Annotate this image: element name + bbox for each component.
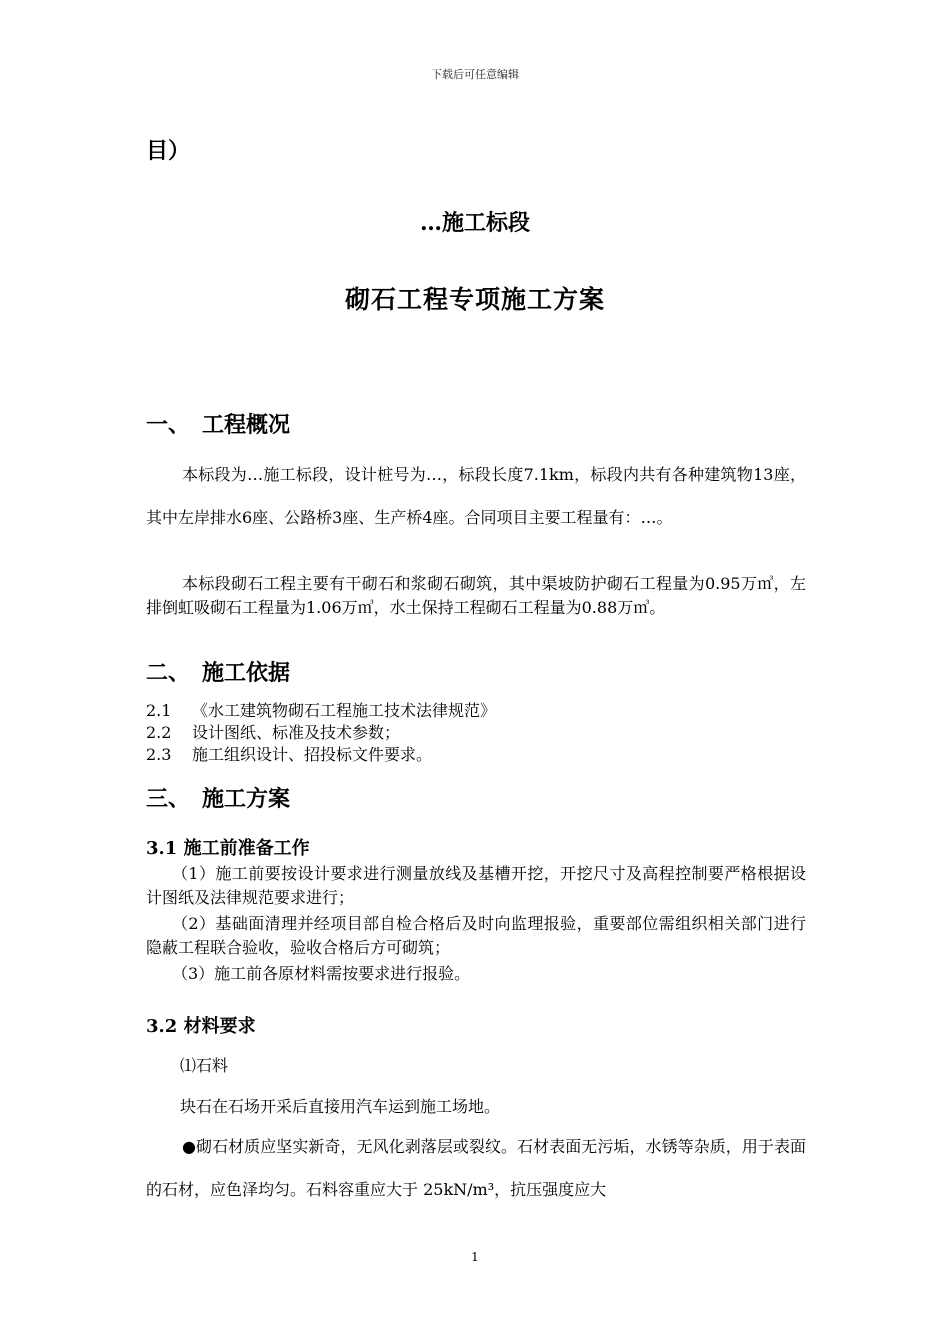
item-text: 《水工建筑物砌石工程施工技术法律规范》 [192, 701, 497, 720]
stone-paragraph-1: 块石在石场开采后直接用汽车运到施工场地。 [180, 1097, 501, 1116]
stone-label: ⑴石料 [180, 1056, 229, 1075]
section-number: 二、 [146, 660, 191, 686]
prep-item-1: （1）施工前要按设计要求进行测量放线及基槽开挖，开挖尺寸及高程控制要严格根据设计图纸及法律规范要求进行； [146, 864, 806, 907]
section-heading-3 [146, 782, 290, 813]
list-item [146, 722, 496, 744]
section-heading-2 [146, 656, 290, 687]
item-text: 施工组织设计、招投标文件要求。 [192, 745, 433, 764]
project-title: …施工标段 [419, 210, 530, 236]
overview-paragraph-1: 本标段为…施工标段，设计桩号为…，标段长度7.1km，标段内共有各种建筑物13座，其中左岸排水6座、公路桥3座、生产桥4座。合同项目主要工程量有：…。 [146, 465, 806, 527]
title-fragment: 目） [146, 138, 191, 164]
section-number: 三、 [146, 786, 191, 812]
stone-paragraph-2: ●砌石材质应坚实新奇，无风化剥落层或裂纹。石材表面无污垢，水锈等杂质，用于表面的石材，应色泽均匀。石料容重应大于 25kN/m³，抗压强度应大 [146, 1137, 806, 1199]
subsection-heading-3-1: 3.1 施工前准备工作 [146, 838, 310, 859]
prep-item-3: （3）施工前各原材料需按要求进行报验。 [172, 964, 471, 983]
list-item [146, 700, 496, 722]
section-heading-1 [146, 408, 290, 439]
section-title: 工程概况 [202, 412, 291, 438]
subsection-heading-3-2: 3.2 材料要求 [146, 1016, 256, 1037]
section-title: 施工依据 [202, 660, 291, 686]
prep-item-2: （2）基础面清理并经项目部自检合格后及时向监理报验，重要部位需组织相关部门进行隐蔽工程联合验收，验收合格后方可砌筑； [146, 914, 806, 957]
section-number: 一、 [146, 412, 191, 438]
item-number: 2.1 [146, 701, 172, 720]
page-header: 下载后可任意编辑 [431, 68, 519, 81]
document-title: 砌石工程专项施工方案 [344, 285, 605, 314]
item-number: 2.2 [146, 723, 172, 742]
list-item [146, 744, 496, 766]
item-number: 2.3 [146, 745, 172, 764]
section-title: 施工方案 [202, 786, 291, 812]
page-number: 1 [471, 1250, 479, 1264]
item-text: 设计图纸、标准及技术参数； [192, 723, 401, 742]
overview-paragraph-2: 本标段砌石工程主要有干砌石和浆砌石砌筑，其中渠坡防护砌石工程量为0.95万㎥，左排倒虹吸砌石工程量为1.06万㎥，水土保持工程砌石工程量为0.88万㎥。 [146, 574, 806, 617]
basis-list [146, 700, 496, 766]
